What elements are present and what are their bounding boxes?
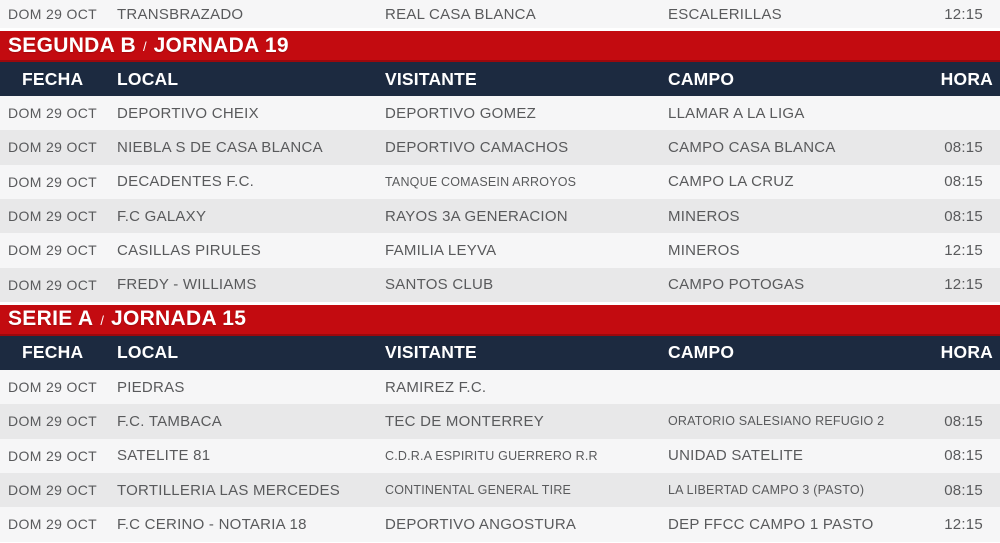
local-cell: TORTILLERIA LAS MERCEDES bbox=[117, 481, 341, 499]
section-banner bbox=[0, 305, 1000, 336]
campo-cell: LLAMAR A LA LIGA bbox=[668, 104, 805, 122]
visitante-cell: RAYOS 3A GENERACION bbox=[385, 207, 568, 225]
header-fecha: FECHA bbox=[22, 342, 84, 363]
visitante-cell: SANTOS CLUB bbox=[385, 276, 494, 294]
local-cell: DECADENTES F.C. bbox=[117, 173, 255, 191]
league-section bbox=[0, 31, 1000, 302]
campo-cell: CAMPO LA CRUZ bbox=[668, 173, 794, 191]
section-title: SEGUNDA B bbox=[8, 33, 136, 57]
fixture-row bbox=[0, 96, 1000, 130]
fecha-cell: DOM 29 OCT bbox=[8, 379, 98, 396]
fixture-row bbox=[0, 0, 1000, 28]
visitante-cell: DEPORTIVO ANGOSTURA bbox=[385, 515, 577, 533]
header-campo: CAMPO bbox=[668, 342, 735, 363]
fecha-cell: DOM 29 OCT bbox=[8, 447, 98, 464]
fixture-row bbox=[0, 507, 1000, 541]
hora-cell: 08:15 bbox=[944, 481, 983, 499]
fixture-row bbox=[0, 130, 1000, 164]
fecha-cell: DOM 29 OCT bbox=[8, 413, 98, 430]
league-section bbox=[0, 305, 1000, 542]
fecha-cell: DOM 29 OCT bbox=[8, 105, 98, 122]
fecha-cell: DOM 29 OCT bbox=[8, 173, 98, 190]
section-jornada: JORNADA 15 bbox=[110, 307, 247, 331]
campo-cell: DEP FFCC CAMPO 1 PASTO bbox=[668, 515, 874, 533]
fixture-row bbox=[0, 370, 1000, 404]
visitante-cell: TANQUE COMASEIN ARROYOS bbox=[385, 174, 577, 189]
section-separator: / bbox=[100, 312, 104, 328]
header-hora: HORA bbox=[940, 68, 993, 89]
fixture-row bbox=[0, 199, 1000, 233]
fixture-row bbox=[0, 473, 1000, 507]
hora-cell: 08:15 bbox=[944, 173, 983, 191]
hora-cell: 08:15 bbox=[944, 412, 983, 430]
fixture-row bbox=[0, 165, 1000, 199]
header-local: LOCAL bbox=[117, 68, 179, 89]
local-cell: NIEBLA S DE CASA BLANCA bbox=[117, 138, 323, 156]
fixture-row bbox=[0, 233, 1000, 267]
table-header-row bbox=[0, 336, 1000, 370]
local-cell: DEPORTIVO CHEIX bbox=[117, 104, 259, 122]
hora-cell: 12:15 bbox=[944, 5, 983, 23]
campo-cell: MINEROS bbox=[668, 207, 740, 225]
campo-cell: ESCALERILLAS bbox=[668, 5, 782, 23]
header-campo: CAMPO bbox=[668, 68, 735, 89]
hora-cell: 12:15 bbox=[944, 241, 983, 259]
fecha-cell: DOM 29 OCT bbox=[8, 242, 98, 259]
campo-cell: LA LIBERTAD CAMPO 3 (PASTO) bbox=[668, 483, 865, 498]
local-cell: F.C GALAXY bbox=[117, 207, 207, 225]
visitante-cell: DEPORTIVO CAMACHOS bbox=[385, 138, 569, 156]
fecha-cell: DOM 29 OCT bbox=[8, 276, 98, 293]
visitante-cell: FAMILIA LEYVA bbox=[385, 241, 497, 259]
campo-cell: UNIDAD SATELITE bbox=[668, 447, 804, 465]
fecha-cell: DOM 29 OCT bbox=[8, 516, 98, 533]
campo-cell: ORATORIO SALESIANO REFUGIO 2 bbox=[668, 414, 885, 429]
fixture-row bbox=[0, 404, 1000, 438]
visitante-cell: CONTINENTAL GENERAL TIRE bbox=[385, 483, 572, 498]
visitante-cell: DEPORTIVO GOMEZ bbox=[385, 104, 536, 122]
header-local: LOCAL bbox=[117, 342, 179, 363]
section-title: SERIE A bbox=[8, 307, 94, 331]
visitante-cell: C.D.R.A ESPIRITU GUERRERO R.R bbox=[385, 448, 598, 463]
hora-cell: 08:15 bbox=[944, 447, 983, 465]
hora-cell: 12:15 bbox=[944, 515, 983, 533]
header-fecha: FECHA bbox=[22, 68, 84, 89]
fixture-row bbox=[0, 439, 1000, 473]
hora-cell: 12:15 bbox=[944, 276, 983, 294]
hora-cell: 08:15 bbox=[944, 207, 983, 225]
section-banner bbox=[0, 31, 1000, 62]
local-cell: PIEDRAS bbox=[117, 378, 185, 396]
fixtures-table-body bbox=[0, 96, 1000, 302]
section-jornada: JORNADA 19 bbox=[153, 33, 289, 57]
header-visitante: VISITANTE bbox=[385, 342, 477, 363]
fixtures-table-body bbox=[0, 370, 1000, 542]
local-cell: TRANSBRAZADO bbox=[117, 5, 244, 23]
local-cell: FREDY - WILLIAMS bbox=[117, 276, 257, 294]
visitante-cell: REAL CASA BLANCA bbox=[385, 5, 537, 23]
campo-cell: MINEROS bbox=[668, 241, 740, 259]
fecha-cell: DOM 29 OCT bbox=[8, 482, 98, 499]
visitante-cell: TEC DE MONTERREY bbox=[385, 412, 545, 430]
hora-cell: 08:15 bbox=[944, 138, 983, 156]
visitante-cell: RAMIREZ F.C. bbox=[385, 378, 487, 396]
fecha-cell: DOM 29 OCT bbox=[8, 6, 98, 22]
local-cell: F.C CERINO - NOTARIA 18 bbox=[117, 515, 307, 533]
fecha-cell: DOM 29 OCT bbox=[8, 208, 98, 225]
local-cell: CASILLAS PIRULES bbox=[117, 241, 262, 259]
fixture-row bbox=[0, 268, 1000, 302]
fecha-cell: DOM 29 OCT bbox=[8, 139, 98, 156]
header-visitante: VISITANTE bbox=[385, 68, 477, 89]
campo-cell: CAMPO CASA BLANCA bbox=[668, 138, 836, 156]
section-separator: / bbox=[142, 39, 147, 54]
local-cell: F.C. TAMBACA bbox=[117, 412, 222, 430]
local-cell: SATELITE 81 bbox=[117, 447, 211, 465]
league-sections bbox=[0, 31, 1000, 542]
table-header-row bbox=[0, 62, 1000, 96]
campo-cell: CAMPO POTOGAS bbox=[668, 276, 805, 294]
header-hora: HORA bbox=[940, 342, 993, 363]
